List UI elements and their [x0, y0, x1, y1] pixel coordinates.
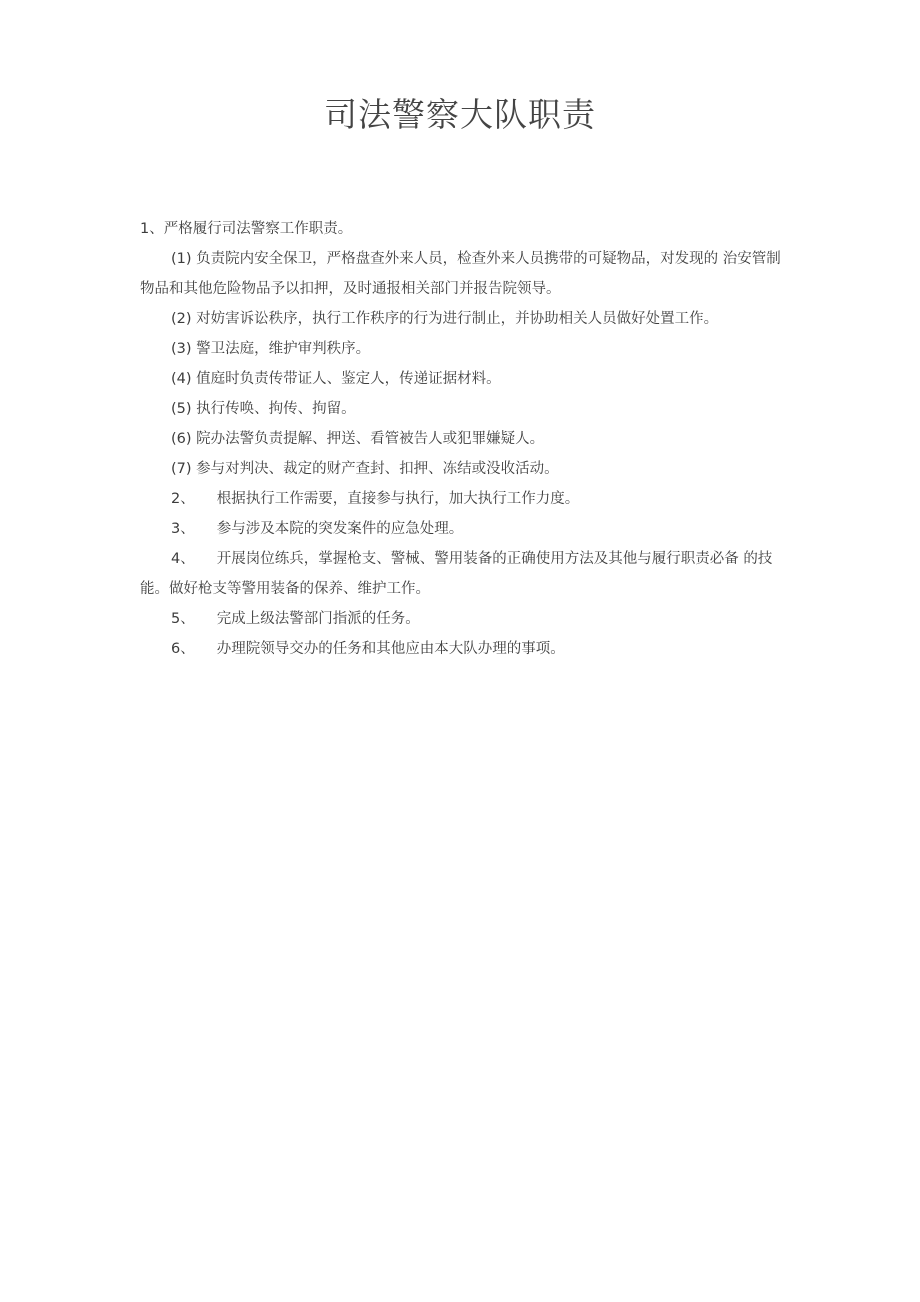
paragraph-text: 负责院内安全保卫，严格盘查外来人员，检查外来人员携带的可疑物品，对发现的 治安管制物品和其他危险物品予以扣押，及时通报相关部门并报告院领导。 [140, 251, 781, 297]
paragraph-separator: 、 [180, 551, 195, 567]
document-body [140, 214, 792, 664]
paragraph-text: 参与对判决、裁定的财产查封、扣押、冻结或没收活动。 [196, 461, 559, 477]
paragraph-separator: 、 [149, 221, 164, 237]
paragraph-item-3 [140, 334, 792, 364]
paragraph-number: 3 [171, 521, 181, 537]
paragraph-item-6 [140, 424, 792, 454]
paragraph-duty-2 [140, 484, 792, 514]
paragraph-number: (7) [171, 461, 192, 477]
paragraph-number: (3) [171, 341, 192, 357]
paragraph-text: 根据执行工作需要，直接参与执行，加大执行工作力度。 [216, 491, 580, 507]
paragraph-number: 1 [140, 221, 150, 237]
paragraph-item-2 [140, 304, 792, 334]
paragraph-text: 执行传唤、拘传、拘留。 [196, 401, 356, 417]
paragraph-text: 参与涉及本院的突发案件的应急处理。 [216, 521, 464, 537]
paragraph-text: 严格履行司法警察工作职责。 [163, 221, 353, 237]
paragraph-number: (6) [171, 431, 192, 447]
paragraph-duty-5 [140, 604, 792, 634]
paragraph-text: 开展岗位练兵，掌握枪支、警械、警用装备的正确使用方法及其他与履行职责必备 的技能。做好枪支等警用装备的保养、维护工作。 [140, 551, 773, 597]
paragraph-item-5 [140, 394, 792, 424]
paragraph-item-4 [140, 364, 792, 394]
page-title: 司法警察大队职责 [324, 95, 596, 134]
paragraph-text: 院办法警负责提解、押送、看管被告人或犯罪嫌疑人。 [196, 431, 545, 447]
paragraph-duty-3 [140, 514, 792, 544]
paragraph-duty-6 [140, 634, 792, 664]
paragraph-separator: 、 [180, 521, 195, 537]
paragraph-number: 4 [171, 551, 181, 567]
paragraph-duty-4 [140, 544, 792, 604]
paragraph-number: (1) [171, 251, 192, 267]
paragraph-duty-1 [140, 214, 792, 244]
paragraph-separator: 、 [180, 641, 195, 657]
paragraph-text: 办理院领导交办的任务和其他应由本大队办理的事项。 [216, 641, 565, 657]
paragraph-separator: 、 [180, 611, 195, 627]
paragraph-number: 6 [171, 641, 181, 657]
paragraph-number: 5 [171, 611, 181, 627]
paragraph-separator: 、 [180, 491, 195, 507]
paragraph-text: 完成上级法警部门指派的任务。 [216, 611, 420, 627]
paragraph-item-7 [140, 454, 792, 484]
paragraph-number: (2) [171, 311, 192, 327]
paragraph-item-1 [140, 244, 792, 304]
paragraph-number: (5) [171, 401, 192, 417]
paragraph-number: 2 [171, 491, 181, 507]
paragraph-number: (4) [171, 371, 192, 387]
paragraph-text: 值庭时负责传带证人、鉴定人，传递证据材料。 [196, 371, 501, 387]
paragraph-text: 警卫法庭，维护审判秩序。 [196, 341, 371, 357]
paragraph-text: 对妨害诉讼秩序，执行工作秩序的行为进行制止，并协助相关人员做好处置工作。 [196, 311, 719, 327]
